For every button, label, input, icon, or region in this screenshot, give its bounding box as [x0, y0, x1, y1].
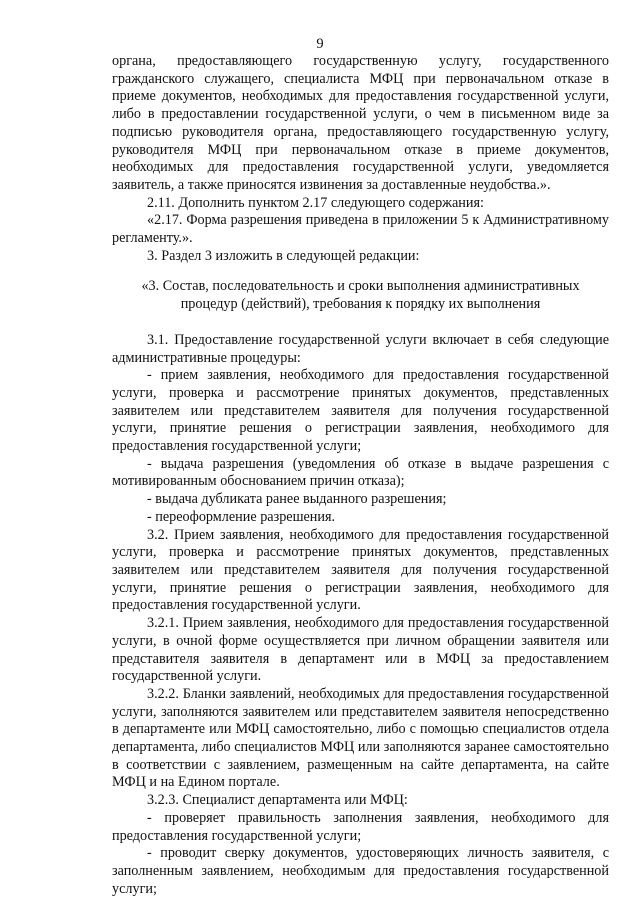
- paragraph-continuation: органа, предоставляющего государственную услугу, государственного гражданского служащего, специалиста МФЦ при первоначальном отказе в приеме документов, необходимых для предоставления государственной услуги, либо в предоставлении государственной услуги, о чем в письменном виде за подписью руководителя органа, предоставляющего государственную услугу, руководителя МФЦ при первоначальном отказе в приеме документов, необходимых для предоставления государственной услуги, уведомляется заявитель, а также приносятся извинения за доставленные неудобства.».: [112, 53, 609, 193]
- paragraph-3-2-3: 3.2.3. Специалист департамента или МФЦ:: [147, 792, 408, 809]
- paragraph-3-2: 3.2. Прием заявления, необходимого для предоставления государственной услуги, проверка и рассмотрение принятых документов, представленных заявителем или представителем заявителя для получения государственной услуги, принятие решения о регистрации заявления, необходимого для предоставления государственной услуги.: [112, 526, 609, 614]
- document-body: [112, 53, 609, 898]
- list-item-duplicate: - выдача дубликата ранее выданного разрешения;: [147, 491, 447, 508]
- paragraph-amendment-2-11: 2.11. Дополнить пунктом 2.17 следующего содержания:: [147, 194, 484, 211]
- paragraph-3-1: 3.1. Предоставление государственной услуги включает в себя следующие административные процедуры:: [112, 331, 609, 366]
- list-item-check-filling: - проверяет правильность заполнения заявления, необходимого для предоставления государственной услуги;: [112, 809, 609, 844]
- list-item-reception: - прием заявления, необходимого для предоставления государственной услуги, проверка и рассмотрение принятых документов, представленных заявителем или представителем заявителя для получения государственной услуги, принятие решения о регистрации заявления, необходимого для предоставления государственной услуги;: [112, 367, 609, 455]
- list-item-reissue: - переоформление разрешения.: [147, 508, 336, 525]
- paragraph-3-2-1: 3.2.1. Прием заявления, необходимого для предоставления государственной услуги, в очной форме осуществляется при личном обращении заявителя или представителя заявителя в департамент или в МФЦ за предоставлением государственной услуги.: [112, 615, 609, 685]
- paragraph-section-3-intro: 3. Раздел 3 изложить в следующей редакции:: [147, 247, 420, 264]
- page-number: 9: [316, 36, 324, 52]
- list-item-issuance: - выдача разрешения (уведомления об отказе в выдаче разрешения с мотивированным обоснованием причин отказа);: [112, 455, 609, 490]
- list-item-verify-identity: - проводит сверку документов, удостоверяющих личность заявителя, с заполненным заявлением, необходимым для предоставления государственной услуги;: [112, 845, 609, 897]
- paragraph-clause-2-17: «2.17. Форма разрешения приведена в приложении 5 к Административному регламенту.».: [112, 212, 609, 247]
- paragraph-3-2-2: 3.2.2. Бланки заявлений, необходимых для предоставления государственной услуги, заполняются заявителем или представителем заявителя непосредственно в департаменте или МФЦ самостоятельно, либо с помощью специалистов отдела департамента, либо специалистов МФЦ или заполняются заранее самостоятельно в соответствии с заявлением, размещенным на сайте департамента, на сайте МФЦ и на Едином портале.: [112, 685, 609, 791]
- section-heading: «3. Состав, последовательность и сроки выполнения административных процедур (действий), требования к порядку их выполнения: [141, 278, 580, 313]
